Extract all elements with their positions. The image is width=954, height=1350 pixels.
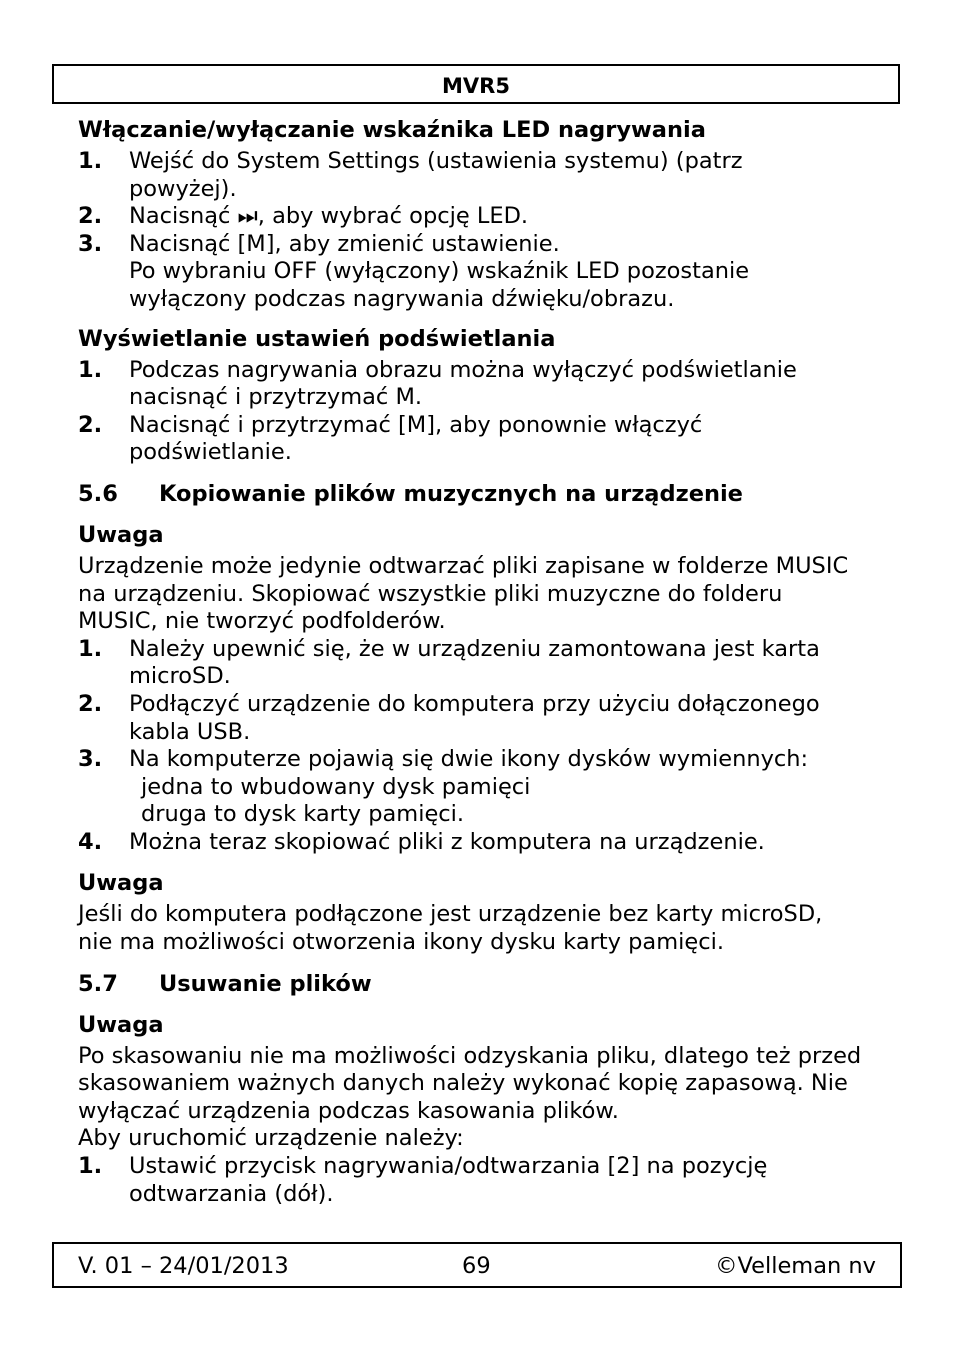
list-item — [78, 148, 878, 203]
section-heading — [78, 970, 878, 998]
sub-line: druga to dysk karty pamięci. — [141, 801, 465, 828]
item-line: wyłączony podczas nagrywania dźwięku/obrazu. — [129, 285, 675, 312]
item-number: 1. — [78, 635, 103, 662]
list-item — [78, 412, 878, 467]
note-text — [78, 553, 878, 636]
item-number: 2. — [78, 411, 103, 438]
item-number: 3. — [78, 230, 103, 257]
item-line: Nacisnąć [M], aby zmienić ustawienie. — [129, 230, 560, 257]
list-item — [78, 691, 878, 746]
backlight-heading: Wyświetlanie ustawień podświetlania — [78, 325, 556, 352]
item-line: microSD. — [129, 663, 231, 690]
item-line: Należy upewnić się, że w urządzeniu zamontowana jest karta — [129, 635, 820, 662]
note-line: wyłączać urządzenia podczas kasowania plików. — [78, 1097, 619, 1124]
note-line: MUSIC, nie tworzyć podfolderów. — [78, 608, 446, 635]
item-line: Nacisnąć i przytrzymać [M], aby ponownie włączyć — [129, 411, 703, 438]
list-item — [78, 357, 878, 412]
item-line: Nacisnąć ⏭, aby wybrać opcję LED. — [129, 203, 529, 230]
list-item — [78, 636, 878, 691]
item-number: 2. — [78, 203, 103, 230]
item-number: 1. — [78, 1153, 103, 1180]
section-heading — [78, 480, 878, 508]
item-line: Wejść do System Settings (ustawienia systemu) (patrz — [129, 148, 743, 174]
note-heading: Uwaga — [78, 870, 164, 897]
note-line: Urządzenie może jedynie odtwarzać pliki zapisane w folderze MUSIC — [78, 552, 849, 579]
list-item — [78, 746, 878, 829]
list-item — [78, 829, 878, 857]
item-number: 3. — [78, 746, 103, 773]
note-line: Po skasowaniu nie ma możliwości odzyskania pliku, dlatego też przed — [78, 1042, 862, 1069]
page-footer — [52, 1242, 902, 1288]
note-text — [78, 1043, 878, 1153]
item-number: 1. — [78, 356, 103, 383]
page-content — [78, 116, 878, 1208]
section-title: Usuwanie plików — [159, 970, 372, 997]
footer-copyright: ©Velleman nv — [714, 1253, 876, 1279]
item-number: 2. — [78, 690, 103, 717]
note-line: Aby uruchomić urządzenie należy: — [78, 1125, 464, 1152]
list-item — [78, 1153, 878, 1208]
item-line: powyżej). — [129, 175, 237, 202]
footer-version: V. 01 – 24/01/2013 — [78, 1253, 289, 1279]
header-title: MVR5 — [442, 74, 510, 98]
led-heading: Włączanie/wyłączanie wskaźnika LED nagrywania — [78, 117, 706, 143]
item-line: Na komputerze pojawią się dwie ikony dysków wymiennych: — [129, 746, 809, 773]
list-item — [78, 231, 878, 314]
item-line: Podłączyć urządzenie do komputera przy użyciu dołączonego — [129, 690, 820, 717]
note-line: nie ma możliwości otworzenia ikony dysku karty pamięci. — [78, 929, 724, 956]
note-line: na urządzeniu. Skopiować wszystkie pliki muzyczne do folderu — [78, 580, 783, 607]
note-line: skasowaniem ważnych danych należy wykonać kopię zapasową. Nie — [78, 1070, 848, 1097]
item-line: Ustawić przycisk nagrywania/odtwarzania [2] na pozycję — [129, 1153, 768, 1180]
note-heading: Uwaga — [78, 1011, 164, 1038]
section-number: 5.6 — [78, 480, 118, 507]
item-number: 1. — [78, 148, 103, 174]
page-header — [52, 64, 900, 104]
section-title: Kopiowanie plików muzycznych na urządzenie — [159, 480, 743, 507]
note-heading: Uwaga — [78, 521, 164, 548]
item-line: Podczas nagrywania obrazu można wyłączyć podświetlanie — [129, 356, 797, 383]
sub-line: jedna to wbudowany dysk pamięci — [141, 773, 531, 800]
item-line: nacisnąć i przytrzymać M. — [129, 384, 423, 411]
item-line: odtwarzania (dół). — [129, 1180, 334, 1207]
item-line: kabla USB. — [129, 718, 251, 745]
footer-page-number: 69 — [462, 1253, 491, 1279]
item-line: Po wybraniu OFF (wyłączony) wskaźnik LED pozostanie — [129, 258, 750, 285]
item-number: 4. — [78, 828, 103, 855]
list-item — [78, 203, 878, 231]
item-line: podświetlanie. — [129, 439, 292, 466]
item-line: Można teraz skopiować pliki z komputera na urządzenie. — [129, 828, 765, 855]
note-text — [78, 901, 878, 956]
section-number: 5.7 — [78, 970, 118, 997]
note-line: Jeśli do komputera podłączone jest urządzenie bez karty microSD, — [78, 901, 823, 928]
